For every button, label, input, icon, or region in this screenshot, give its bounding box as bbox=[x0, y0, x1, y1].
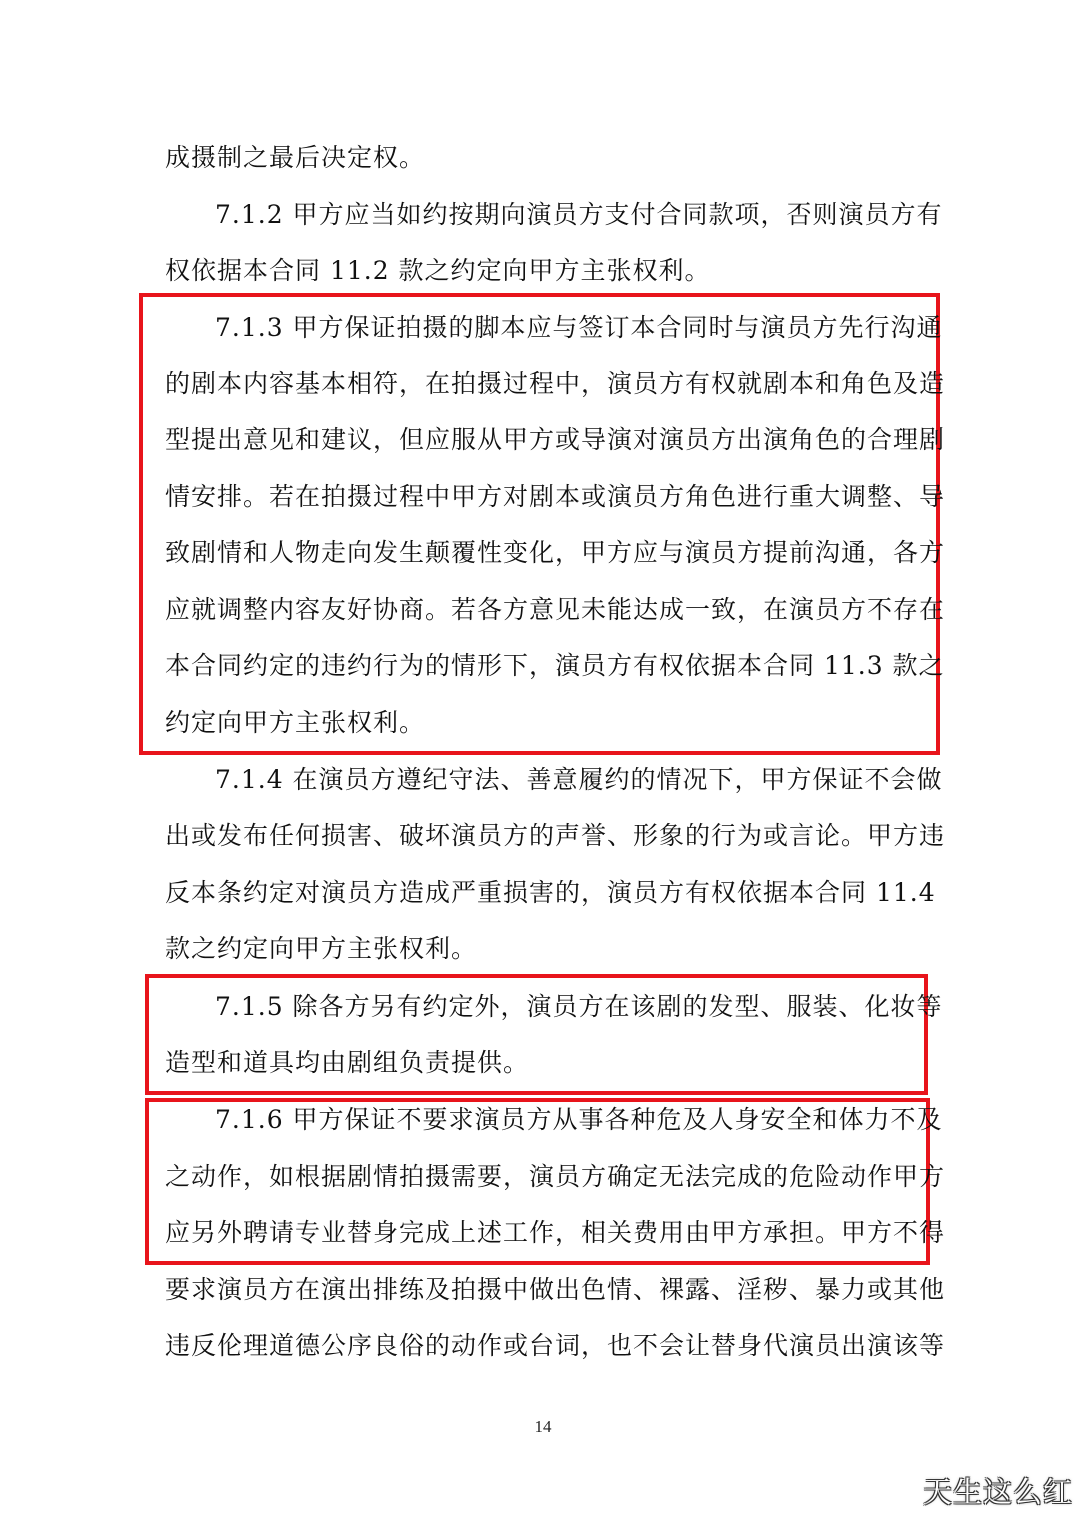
clause-7-1-3-line-2: 的剧本内容基本相符，在拍摄过程中，演员方有权就剧本和角色及造 bbox=[165, 369, 946, 398]
clause-7-1-6-line-5: 违反伦理道德公序良俗的动作或台词，也不会让替身代演员出演该等 bbox=[165, 1331, 946, 1360]
clause-7-1-3-line-6: 应就调整内容友好协商。若各方意见未能达成一致，在演员方不存在 bbox=[165, 595, 946, 624]
clause-7-1-1-line-1: 成摄制之最后决定权。 bbox=[165, 143, 426, 172]
clause-7-1-3-line-4: 情安排。若在拍摄过程中甲方对剧本或演员方角色进行重大调整、导 bbox=[165, 482, 946, 511]
clause-7-1-3-line-3: 型提出意见和建议，但应服从甲方或导演对演员方出演角色的合理剧 bbox=[165, 425, 946, 454]
clause-7-1-2-line-1: 7.1.2 甲方应当如约按期向演员方支付合同款项，否则演员方有 bbox=[215, 200, 943, 229]
page-number: 14 bbox=[534, 1417, 552, 1436]
clause-7-1-3-line-5: 致剧情和人物走向发生颠覆性变化，甲方应与演员方提前沟通，各方 bbox=[165, 538, 946, 567]
clause-7-1-3-line-1: 7.1.3 甲方保证拍摄的脚本应与签订本合同时与演员方先行沟通 bbox=[215, 313, 943, 342]
clause-7-1-4-line-4: 款之约定向甲方主张权利。 bbox=[165, 934, 478, 963]
watermark-text: 天生这么红 bbox=[922, 1475, 1073, 1509]
clause-7-1-6-line-1: 7.1.6 甲方保证不要求演员方从事各种危及人身安全和体力不及 bbox=[215, 1105, 943, 1134]
clause-7-1-6-line-2: 之动作，如根据剧情拍摄需要，演员方确定无法完成的危险动作甲方 bbox=[165, 1162, 946, 1191]
clause-7-1-2-line-2: 权依据本合同 11.2 款之约定向甲方主张权利。 bbox=[165, 256, 711, 285]
clause-7-1-3-line-8: 约定向甲方主张权利。 bbox=[165, 708, 426, 737]
clause-7-1-3-line-7: 本合同约定的违约行为的情形下，演员方有权依据本合同 11.3 款之 bbox=[165, 651, 945, 680]
clause-7-1-4-line-3: 反本条约定对演员方造成严重损害的，演员方有权依据本合同 11.4 bbox=[165, 878, 936, 907]
clause-7-1-4-line-2: 出或发布任何损害、破坏演员方的声誉、形象的行为或言论。甲方违 bbox=[165, 821, 946, 850]
clause-7-1-6-line-4: 要求演员方在演出排练及拍摄中做出色情、裸露、淫秽、暴力或其他 bbox=[165, 1275, 946, 1304]
clause-7-1-5-line-2: 造型和道具均由剧组负责提供。 bbox=[165, 1048, 530, 1077]
clause-7-1-4-line-1: 7.1.4 在演员方遵纪守法、善意履约的情况下，甲方保证不会做 bbox=[215, 765, 943, 794]
clause-7-1-6-line-3: 应另外聘请专业替身完成上述工作，相关费用由甲方承担。甲方不得 bbox=[165, 1218, 946, 1247]
clause-7-1-5-line-1: 7.1.5 除各方另有约定外，演员方在该剧的发型、服装、化妆等 bbox=[215, 992, 943, 1021]
